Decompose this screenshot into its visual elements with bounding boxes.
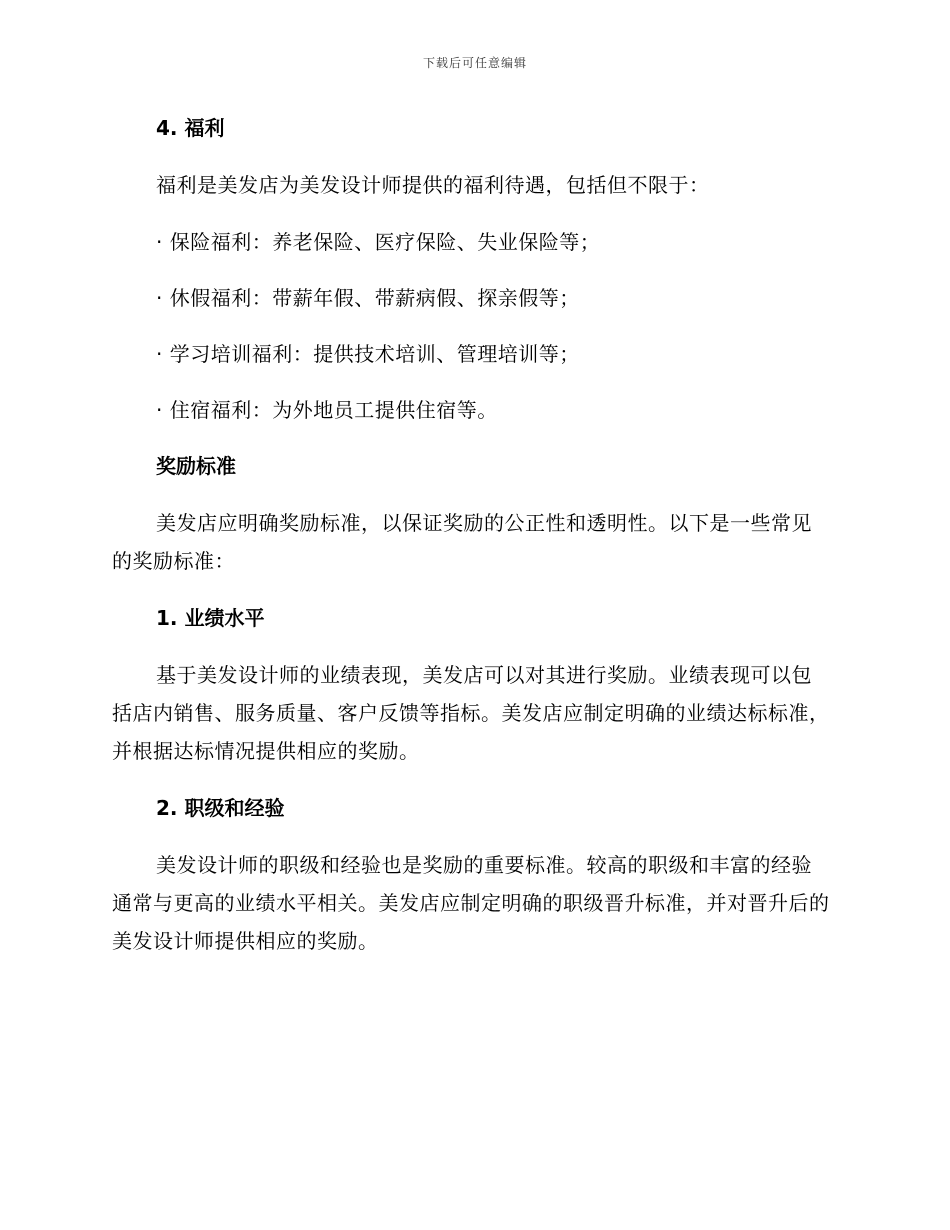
- performance-body: 基于美发设计师的业绩表现，美发店可以对其进行奖励。业绩表现可以包括店内销售、服务质量、客户反馈等指标。美发店应制定明确的业绩达标标准，并根据达标情况提供相应的奖励。: [112, 663, 830, 763]
- welfare-intro: 福利是美发店为美发设计师提供的福利待遇，包括但不限于：: [156, 173, 710, 197]
- reward-heading: 奖励标准: [156, 454, 236, 478]
- performance-heading: 1. 业绩水平: [156, 606, 265, 630]
- welfare-item-training: · 学习培训福利：提供技术培训、管理培训等；: [156, 342, 580, 366]
- rank-heading: 2. 职级和经验: [156, 796, 285, 820]
- welfare-item-insurance: · 保险福利：养老保险、医疗保险、失业保险等；: [156, 230, 601, 254]
- reward-intro: 美发店应明确奖励标准，以保证奖励的公正性和透明性。以下是一些常见的奖励标准：: [112, 511, 812, 573]
- header-note: 下载后可任意编辑: [422, 56, 527, 70]
- rank-body: 美发设计师的职级和经验也是奖励的重要标准。较高的职级和丰富的经验通常与更高的业绩水平相关。美发店应制定明确的职级晋升标准，并对晋升后的美发设计师提供相应的奖励。: [112, 853, 830, 953]
- welfare-item-housing: · 住宿福利：为外地员工提供住宿等。: [156, 398, 498, 422]
- welfare-item-leave: · 休假福利：带薪年假、带薪病假、探亲假等；: [156, 286, 580, 310]
- welfare-heading: 4. 福利: [156, 116, 225, 140]
- document-body: [112, 110, 830, 960]
